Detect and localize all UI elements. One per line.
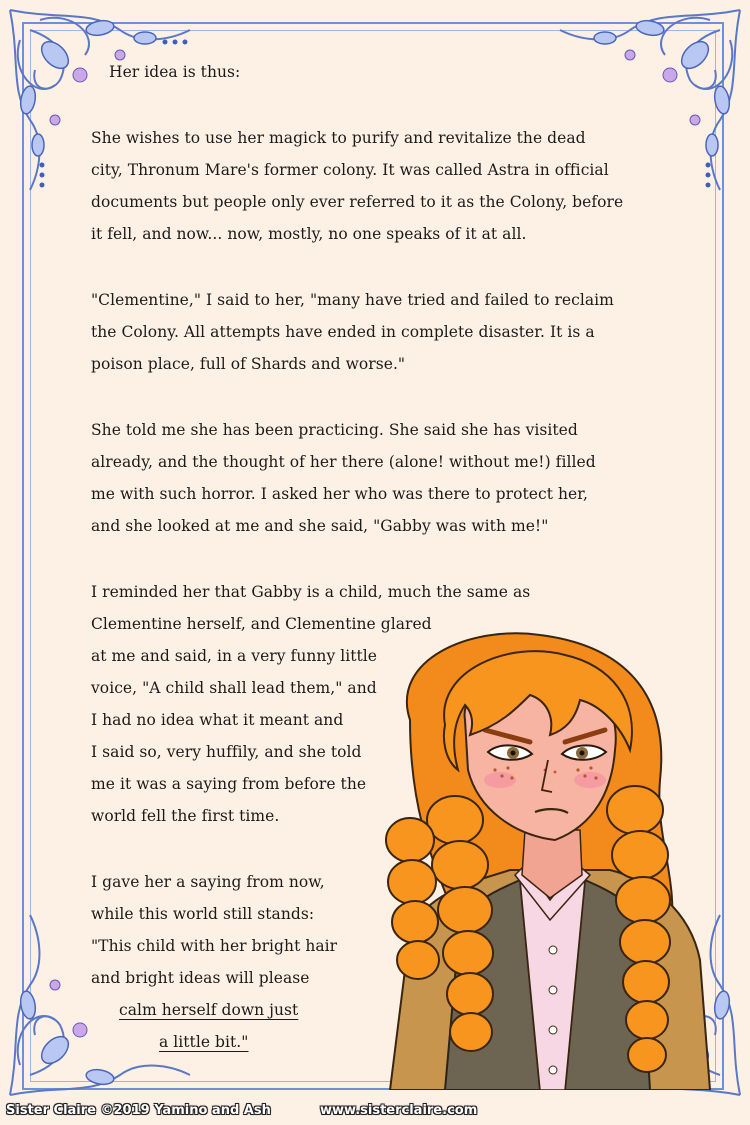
text-line: documents but people only ever referred to it as the Colony, before xyxy=(91,193,624,211)
story-intro: Her idea is thus: xyxy=(109,63,241,81)
text-line: the Colony. All attempts have ended in complete disaster. It is a xyxy=(91,323,595,341)
footer-credits xyxy=(0,1101,750,1125)
text-line: city, Thronum Mare's former colony. It was called Astra in official xyxy=(91,161,609,179)
website-link[interactable]: www.sisterclaire.com xyxy=(320,1103,478,1118)
text-line: She wishes to use her magick to purify and revitalize the dead xyxy=(91,129,586,147)
text-line: "This child with her bright hair xyxy=(91,937,338,955)
text-line: poison place, full of Shards and worse." xyxy=(91,355,406,373)
paragraph-practicing xyxy=(91,414,691,542)
paragraph-warning xyxy=(91,284,691,380)
text-line-underlined: a little bit." xyxy=(159,1033,249,1051)
text-line: "Clementine," I said to her, "many have tried and failed to reclaim xyxy=(91,291,614,309)
text-line: while this world still stands: xyxy=(91,905,315,923)
clementine-portrait-illustration xyxy=(350,630,720,1090)
copyright-credit: Sister Claire ©2019 Yamino and Ash xyxy=(6,1103,271,1118)
text-line: I had no idea what it meant and xyxy=(91,711,344,729)
text-line: it fell, and now... now, mostly, no one speaks of it at all. xyxy=(91,225,527,243)
text-line: voice, "A child shall lead them," and xyxy=(91,679,377,697)
text-line: I reminded her that Gabby is a child, much the same as xyxy=(91,583,531,601)
text-line: world fell the first time. xyxy=(91,807,280,825)
text-line: She told me she has been practicing. She said she has visited xyxy=(91,421,578,439)
text-line-underlined: calm herself down just xyxy=(119,1001,299,1019)
text-line: me it was a saying from before the xyxy=(91,775,367,793)
text-line: me with such horror. I asked her who was there to protect her, xyxy=(91,485,588,503)
text-line: and bright ideas will please xyxy=(91,969,310,987)
text-line: already, and the thought of her there (alone! without me!) filled xyxy=(91,453,596,471)
text-line: and she looked at me and she said, "Gabby was with me!" xyxy=(91,517,549,535)
text-line: Clementine herself, and Clementine glared xyxy=(91,615,432,633)
text-line: at me and said, in a very funny little xyxy=(91,647,378,665)
text-line: I gave her a saying from now, xyxy=(91,873,325,891)
paragraph-purify-colony xyxy=(91,122,691,250)
text-line: I said so, very huffily, and she told xyxy=(91,743,362,761)
